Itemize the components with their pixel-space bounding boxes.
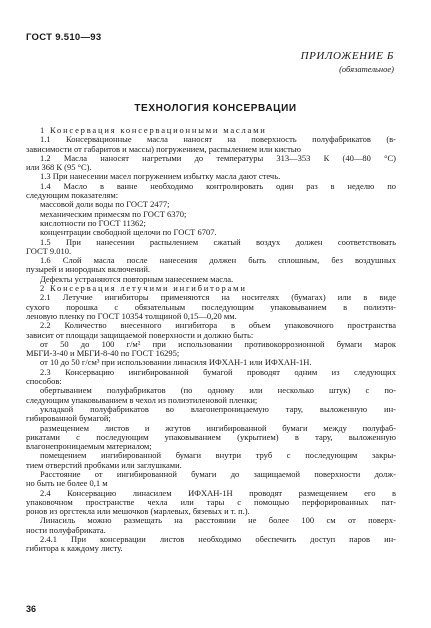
- list-item: массовой доли воды по ГОСТ 2477;: [40, 200, 170, 210]
- paragraph-line: упаковочном пространстве чехла или тары с помощью перфорированных пат-: [26, 497, 396, 507]
- paragraph-line: леновую пленку по ГОСТ 10354 толщиной 0,15—0,20 мм.: [26, 311, 237, 321]
- list-item: механическим примесям по ГОСТ 6370;: [40, 209, 187, 219]
- paragraph-line: пузырей и инородных включений.: [26, 265, 151, 275]
- list-item: концентрации свободной щелочи по ГОСТ 6707.: [40, 228, 217, 238]
- paragraph-line: сухого порошка с обязательным последующим упаковыванием в полиэти-: [26, 302, 396, 312]
- paragraph-line: тием отверстий пробками или заглушками.: [26, 460, 182, 470]
- paragraph-line: но быть не более 0,1 м: [26, 479, 108, 489]
- list-item: кислотности по ГОСТ 11362;: [40, 218, 146, 228]
- paragraph-line: следующим упаковыванием в чехол из полиэтиленовой пленки;: [26, 395, 258, 405]
- list-item: помещением ингибированной бумаги внутри труб с последующим закры-: [40, 451, 396, 461]
- paragraph-line: способов:: [26, 377, 62, 387]
- paragraph-line: Линасиль можно размещать на расстоянии не более 100 см от поверх-: [40, 516, 396, 526]
- paragraph-line: гибитора к каждому листу.: [26, 544, 123, 554]
- paragraph-line: 1.3 При нанесении масел погружением избытку масла дают стечь.: [40, 172, 281, 182]
- paragraph-line: 2.4.1 При консервации листов необходимо обеспечить доступ паров ин-: [40, 535, 396, 545]
- paragraph-line: 2.1 Летучие ингибиторы применяются на носителях (бумагах) или в виде: [40, 293, 396, 303]
- paragraph-line: или 368 К (95 °С).: [26, 163, 92, 173]
- paragraph-line: ГОСТ 9.010.: [26, 246, 72, 256]
- paragraph-line: 1.4 Масло в ванне необходимо контролировать один раз в неделю по: [40, 181, 396, 191]
- list-item: укладкой полуфабрикатов во влагонепроницаемую тару, выложенную ин-: [40, 404, 396, 414]
- section-title: ТЕХНОЛОГИЯ КОНСЕРВАЦИИ: [134, 103, 297, 114]
- paragraph-line: зависимости от габаритов и массы) погружением, распылением или кистью: [26, 144, 302, 154]
- paragraph-line: Дефекты устраняются повторным нанесением масла.: [40, 274, 234, 284]
- paragraph-line: 1.5 При нанесении распылением сжатый воздух должен соответствовать: [40, 237, 396, 247]
- section-heading-2: 2 Консервация летучими ингибиторами: [40, 284, 247, 294]
- paragraph-line: 2.4 Консервацию линасилем ИФХАН-1Н проводят размещением его в: [40, 488, 396, 498]
- list-item: от 10 до 50 г/см³ при использовании линасиля ИФХАН-1 или ИФХАН-1Н.: [40, 358, 312, 368]
- paragraph-line: рикатами с последующим упаковыванием (укрытием) в тару, выложенную: [26, 432, 396, 442]
- paragraph-line: следующим показателям:: [26, 191, 119, 201]
- paragraph-line: 1.2 Масла наносят нагретыми до температуры 313—353 К (40—80 °С): [40, 153, 396, 163]
- paragraph-line: 2.2 Количество внесенного ингибитора в объем упаковочного пространства: [40, 321, 396, 331]
- section-heading-1: 1 Консервация консервационными маслами: [40, 126, 267, 135]
- paragraph-line: 1.6 Слой масла после нанесения должен быть сплошным, без воздушных: [40, 256, 396, 266]
- paragraph-line: 1.1 Консервационные масла наносят на поверхность полуфабрикатов (в-: [40, 135, 396, 145]
- appendix-title: ПРИЛОЖЕНИЕ Б: [300, 50, 394, 62]
- list-item: от 50 до 100 г/м² при использовании противокоррозионной бумаги марок: [40, 339, 396, 349]
- paragraph-line: Расстояние от ингибированной бумаги до защищаемой поверхности долж-: [40, 469, 396, 479]
- paragraph-line: МБГИ-3-40 и МБГИ-8-40 по ГОСТ 16295;: [26, 349, 180, 359]
- appendix-note: (обязательное): [339, 64, 394, 74]
- standard-header: ГОСТ 9.510—93: [26, 32, 102, 43]
- document-body: [26, 126, 396, 554]
- page-number: 36: [26, 604, 37, 614]
- paragraph-line: зависит от площади защищаемой поверхности и должно быть:: [26, 330, 254, 340]
- paragraph-line: влагонепроницаемым материалом;: [26, 442, 152, 452]
- paragraph-line: ности полуфабриката.: [26, 525, 106, 535]
- paragraph-line: ронов из оргстекла или мешочков (марлевых, бязевых и т. п.).: [26, 507, 250, 517]
- paragraph-line: гибированной бумагой;: [26, 414, 111, 424]
- list-item: обертыванием полуфабрикатов (по одному или несколько штук) с по-: [40, 386, 396, 396]
- paragraph-line: 2.3 Консервацию ингибированной бумагой проводят одним из следующих: [40, 367, 396, 377]
- list-item: размещением листов и жгутов ингибированной бумаги между полуфаб-: [40, 423, 396, 433]
